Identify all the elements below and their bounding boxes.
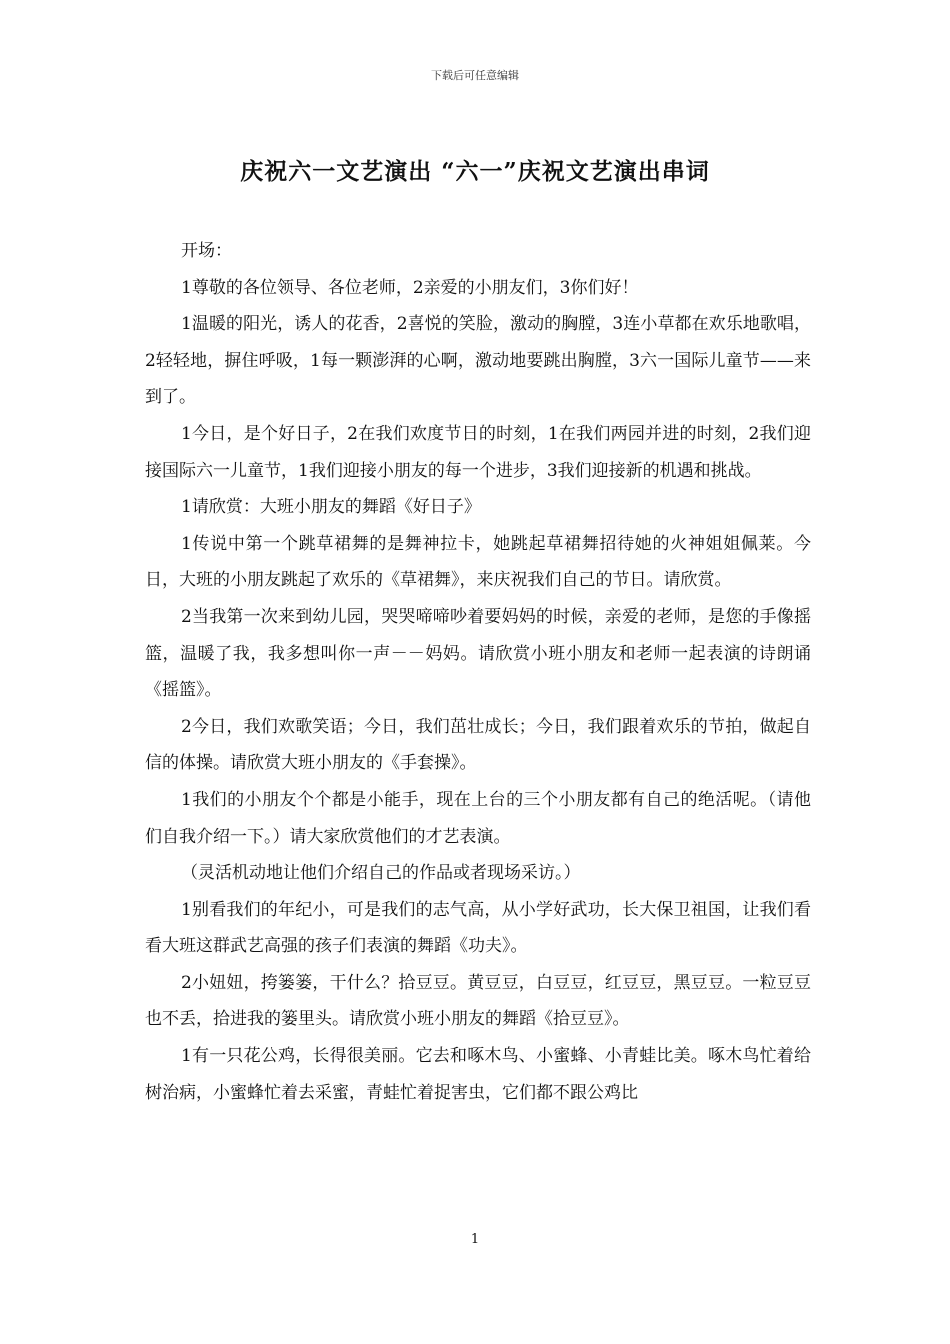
paragraph: 1温暖的阳光，诱人的花香，2喜悦的笑脸，激动的胸膛，3连小草都在欢乐地歌唱，2轻轻地，摒住呼吸，1每一颗澎湃的心啊，激动地要跳出胸膛，3六一国际儿童节——来到了。 [145,314,811,408]
paragraph: 1我们的小朋友个个都是小能手，现在上台的三个小朋友都有自己的绝活呢。（请他们自我介绍一下。）请大家欣赏他们的才艺表演。 [145,789,811,847]
paragraph: 2小妞妞，挎篓篓，干什么？拾豆豆。黄豆豆，白豆豆，红豆豆，黑豆豆。一粒豆豆也不丢，拾进我的篓里头。请欣赏小班小朋友的舞蹈《拾豆豆》。 [145,972,811,1030]
document-title: 庆祝六一文艺演出 “六一”庆祝文艺演出串词 [240,158,710,185]
document-body [145,233,811,1111]
paragraph: 2今日，我们欢歌笑语；今日，我们茁壮成长；今日，我们跟着欢乐的节拍，做起自信的体操。请欣赏大班小朋友的《手套操》。 [145,716,811,774]
paragraph: 1传说中第一个跳草裙舞的是舞神拉卡，她跳起草裙舞招待她的火神姐姐佩莱。今日，大班的小朋友跳起了欢乐的《草裙舞》，来庆祝我们自己的节日。请欣赏。 [145,533,811,591]
paragraph: 1尊敬的各位领导、各位老师，2亲爱的小朋友们，3你们好！ [181,277,639,298]
paragraph: 1有一只花公鸡，长得很美丽。它去和啄木鸟、小蜜蜂、小青蛙比美。啄木鸟忙着给树治病，小蜜蜂忙着去采蜜，青蛙忙着捉害虫，它们都不跟公鸡比 [145,1046,811,1103]
paragraph: （灵活机动地让他们介绍自己的作品或者现场采访。） [181,863,581,884]
paragraph: 1别看我们的年纪小，可是我们的志气高，从小学好武功，长大保卫祖国，让我们看看大班这群武艺高强的孩子们表演的舞蹈《功夫》。 [145,899,811,957]
paragraph: 2当我第一次来到幼儿园，哭哭啼啼吵着要妈妈的时候，亲爱的老师，是您的手像摇篮，温暖了我，我多想叫你一声－－妈妈。请欣赏小班小朋友和老师一起表演的诗朗诵《摇篮》。 [145,606,811,701]
paragraph: 1今日，是个好日子，2在我们欢度节日的时刻，1在我们两园并进的时刻，2我们迎接国际六一儿童节，1我们迎接小朋友的每一个进步，3我们迎接新的机遇和挑战。 [145,423,811,481]
header-note: 下载后可任意编辑 [431,69,519,82]
page-number: 1 [470,1232,480,1247]
paragraph: 1请欣赏：大班小朋友的舞蹈《好日子》 [181,497,481,518]
paragraph: 开场： [181,241,232,261]
